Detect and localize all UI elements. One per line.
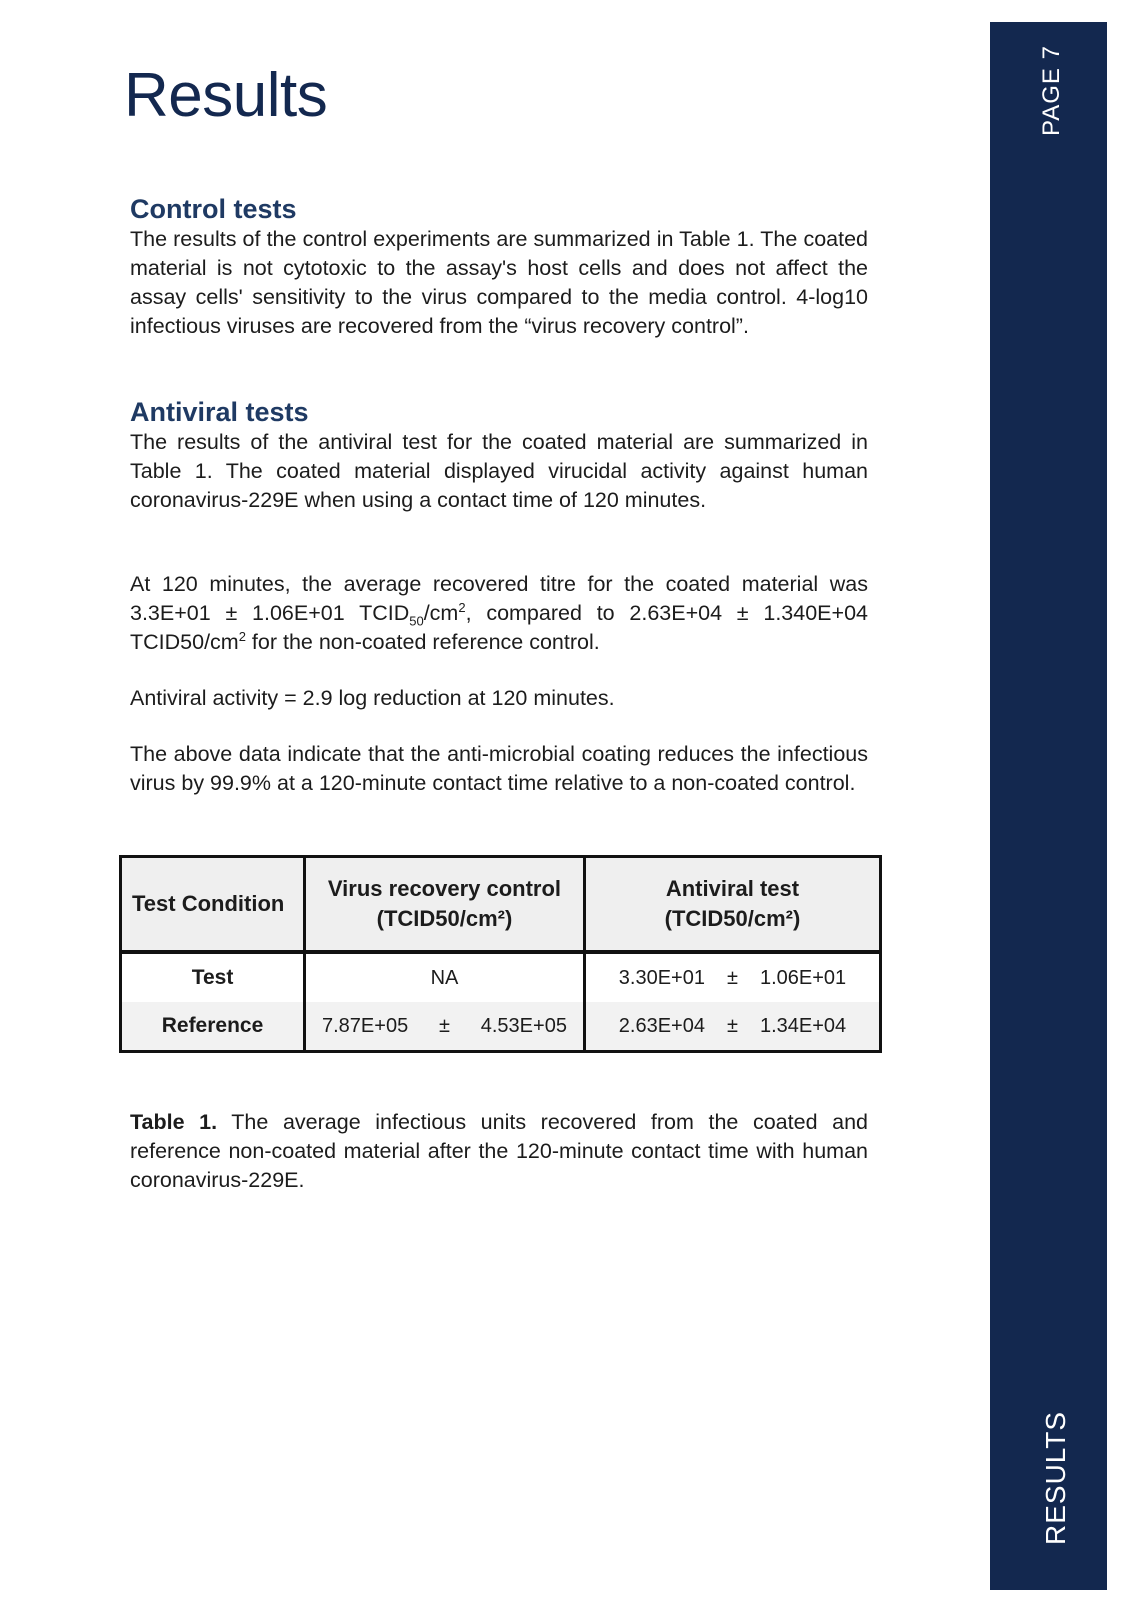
reference-vrc-value: 7.87E+05 ± 4.53E+05	[305, 1002, 585, 1052]
page-number-label: PAGE 7	[1038, 45, 1065, 136]
side-bar	[990, 22, 1107, 1590]
control-tests-text: The results of the control experiments are summarized in Table 1. The coated material is not cytotoxic to the assay's host cells and does not affect the assay cells' sensitivity to the virus compared to the media control. 4-log10 infectious viruses are recovered from the “virus recovery control”.	[130, 227, 868, 338]
control-tests-heading: Control tests	[130, 194, 297, 224]
antiviral-activity-summary: Antiviral activity = 2.9 log reduction at 120 minutes.	[130, 686, 615, 710]
table-row	[121, 952, 881, 1002]
antiviral-paragraph-2: At 120 minutes, the average recovered titre for the coated material was 3.3E+01 ± 1.06E+01 $TCID_{50}/cm^2$, compared to 2.63E+04 ± 1.340E+04 $TCID50/cm^2$ for the non-coated reference control.	[130, 572, 868, 654]
antiviral-tests-heading: Antiviral tests	[130, 397, 309, 427]
test-vrc-value: NA	[305, 952, 585, 1002]
antiviral-paragraph-4: The above data indicate that the anti-microbial coating reduces the infectious virus by 99.9% at a 120-minute contact time relative to a non-coated control.	[130, 742, 868, 795]
header-test-condition: Test Condition	[121, 857, 305, 953]
section-label: RESULTS	[1040, 1410, 1071, 1545]
results-table	[119, 855, 882, 1053]
header-virus-recovery-control: Virus recovery control (TCID50/cm²)	[305, 857, 585, 953]
reference-antiviral-value: 2.63E+04 ± 1.34E+04	[584, 1002, 880, 1052]
row-label-reference: Reference	[121, 1002, 305, 1052]
table-row	[121, 1002, 881, 1052]
table-header-row	[121, 857, 881, 953]
antiviral-paragraph-1: The results of the antiviral test for the coated material are summarized in Table 1. The coated material displayed virucidal activity against human coronavirus-229E when using a contact time of 120 minutes.	[130, 430, 868, 512]
header-antiviral-test: Antiviral test (TCID50/cm²)	[584, 857, 880, 953]
row-label-test: Test	[191, 966, 234, 989]
table-caption: Table 1. The average infectious units recovered from the coated and reference non-coated material after the 120-minute contact time with human coronavirus-229E.	[130, 1110, 868, 1192]
test-antiviral-value: 3.30E+01 ± 1.06E+01	[584, 952, 880, 1002]
page-title: Results	[124, 61, 328, 130]
